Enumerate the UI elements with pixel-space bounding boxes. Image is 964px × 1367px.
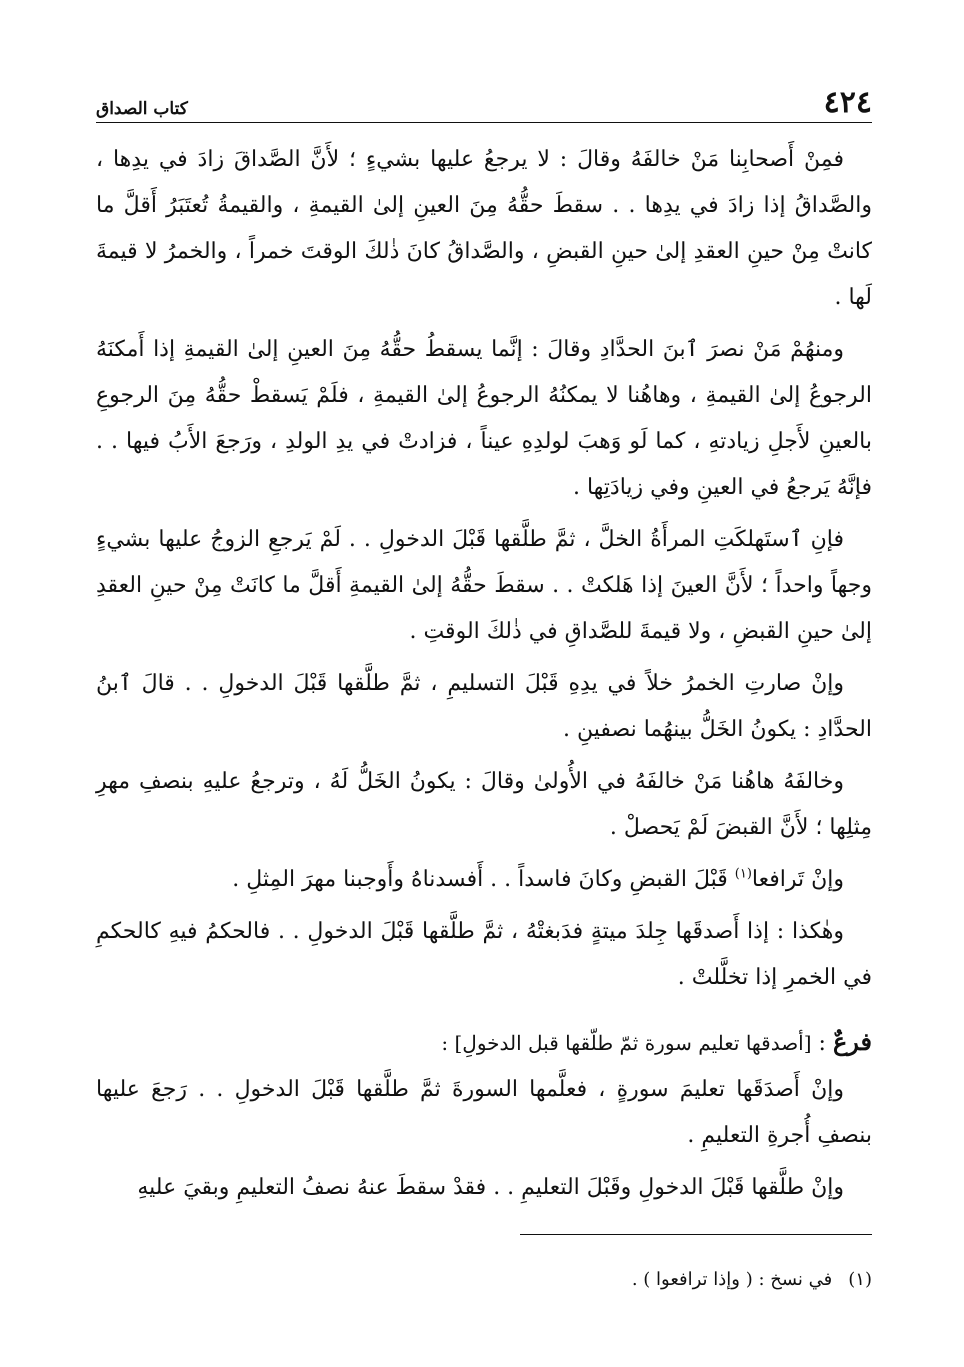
paragraph: وإنْ أَصدَقَها تعليمَ سورةٍ ، فعلَّمها السورةَ ثمَّ طلَّقها قَبْلَ الدخولِ . . رَجعَ عليها بنصفِ أُجرةِ التعليمِ .	[96, 1077, 872, 1148]
book-page	[96, 70, 872, 1217]
paragraph: فإنِ ٱستَهلكَتِ المرأَةُ الخلَّ ، ثمَّ طلَّقها قَبْلَ الدخولِ . . لَمْ يَرجعِ الزوجُ عليها بشيءٍ وجهاً واحداً ؛ لأَنَّ العينَ إذا هَلكتْ . . سقطَ حقُّهُ إلىٰ القيمةِ أَقلَّ ما كانَتْ مِنْ حينِ العقدِ إلىٰ حينِ القبضِ ، ولا قيمةَ للصَّداقِ في ذٰلكَ الوقتِ .	[96, 527, 872, 644]
paragraph-text-start: وإنْ تَرافعا	[751, 867, 844, 892]
paragraph: وهٰكذا : إذا أَصدقَها جِلدَ ميتةٍ فدَبغتْهُ ، ثمَّ طلَّقها قَبْلَ الدخولِ . . فالحكمُ فيهِ كالحكمِ في الخمرِ إذا تخلَّلتْ .	[96, 919, 872, 990]
paragraph-text-end: قَبْلَ القبضِ وكانَ فاسداً . . أَفسدناهُ وأَوجبنا مهرَ المِثلِ .	[232, 867, 735, 892]
footnote-reference[interactable]: (١)	[734, 866, 752, 882]
footnote	[96, 1266, 872, 1294]
page-number: ٤٢٤	[823, 85, 872, 120]
paragraph-with-footnote-ref	[96, 857, 872, 903]
paragraph: ومنهُمْ مَنْ نصرَ ٱبنَ الحدَّادِ وقالَ : إنَّما يسقطُ حقُّهُ مِنَ العينِ إلىٰ القيمةِ إذا أَمكنَهُ الرجوعُ إلىٰ القيمةِ ، وهاهُنا لا يمكنُهُ الرجوعُ إلىٰ القيمةِ ، فلَمْ يَسقطْ حقُّهُ مِنَ الرجوعِ بالعينِ لأَجلِ زيادتهِ ، كما لَو وَهبَ لولدِهِ عيناً ، فزادتْ في يدِ الولدِ ، ورَجعَ الأَبُ فيها . . فإنَّهُ يَرجعُ في العينِ وفي زيادَتِها .	[96, 337, 872, 500]
paragraph: وخالفَهُ هاهُنا مَنْ خالفَهُ في الأُولىٰ وقالَ : يكونُ الخَلُّ لَهُ ، وترجعُ عليهِ بنصفِ مهرِ مِثلِها ؛ لأَنَّ القبضَ لَمْ يَحصلْ .	[96, 769, 872, 840]
paragraph: فمِنْ أَصحابِنا مَنْ خالفَهُ وقالَ : لا يرجعُ عليها بشيءٍ ؛ لأَنَّ الصَّداقَ زادَ في يدِها ، والصَّداقُ إذا زادَ في يدِها . . سقطَ حقُّهُ مِنَ العينِ إلىٰ القيمةِ ، والقيمةُ تُعتَبَرُ أَقلَّ ما كانتْ مِنْ حينِ العقدِ إلىٰ حينِ القبضِ ، والصَّداقُ كانَ ذٰلكَ الوقتَ خمراً ، والخمرُ لا قيمةَ لَها .	[96, 147, 872, 310]
footnote-divider	[520, 1234, 872, 1235]
book-title: كتاب الصداق	[96, 99, 188, 119]
section-label: فرعٌ	[832, 1027, 872, 1056]
footnote-text: في نسخ : ( وإذا ترافعوا ) .	[631, 1269, 833, 1290]
paragraph: وإنْ طلَّقها قَبْلَ الدخولِ وقَبْلَ التعليمِ . . فقدْ سقطَ عنهُ نصفُ التعليمِ وبقيَ عليهِ	[137, 1175, 844, 1200]
section-heading	[96, 1019, 872, 1067]
section-separator: :	[811, 1031, 833, 1056]
section-title: [أصدقها تعليم سورة ثمّ طلّقها قبل الدخولِ] :	[441, 1031, 812, 1055]
paragraph: وإنْ صارتِ الخمرُ خلاً في يدِهِ قَبْلَ التسليمِ ، ثمَّ طلَّقها قَبْلَ الدخولِ . . قالَ ٱبنُ الحدَّادِ : يكونُ الخَلُّ بينهُما نصفينِ .	[96, 671, 872, 742]
page-header	[96, 70, 872, 123]
footnote-number: (١)	[848, 1269, 872, 1290]
main-text	[96, 137, 872, 1211]
